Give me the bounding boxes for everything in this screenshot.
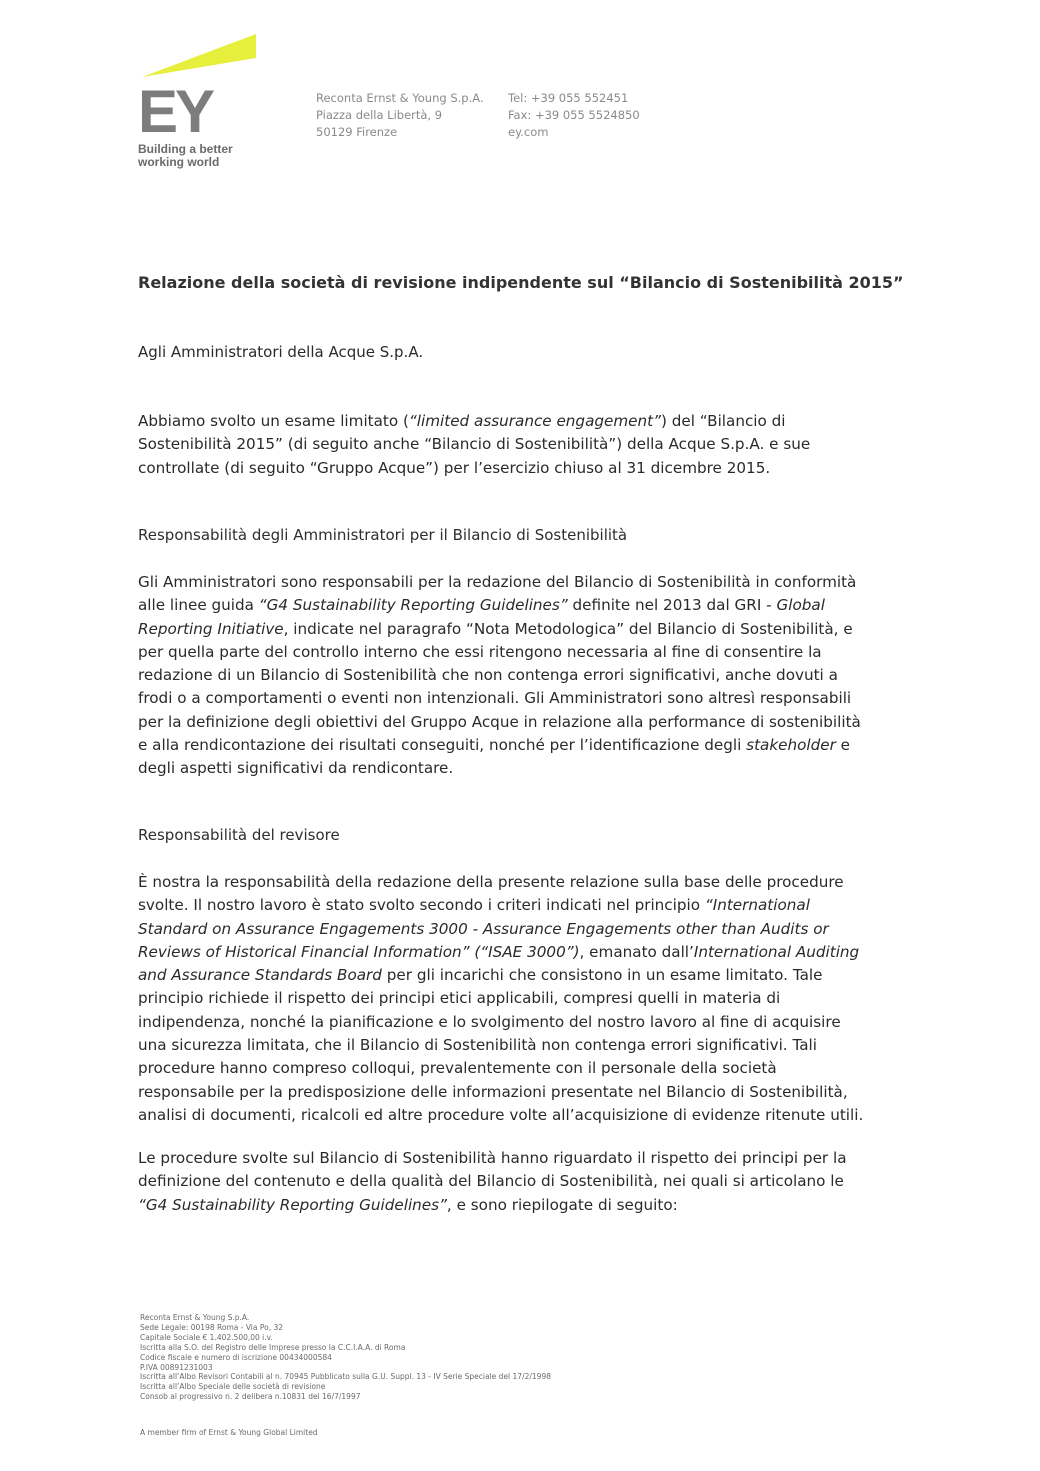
paragraph-line: and Assurance Standards Board per gli incarichi che consistono in un esame limitato. Tale — [138, 966, 823, 985]
italic-text: Global — [776, 596, 825, 615]
footer-line: Reconta Ernst & Young S.p.A. — [140, 1313, 250, 1322]
tagline-line-2: working world — [138, 155, 220, 169]
logo-tagline — [138, 143, 278, 169]
footer-line: Iscritta all’Albo Revisori Contabili al n. 70945 Pubblicato sulla G.U. Suppl. 13 - IV Serie Speciale del 17/2/1998 — [140, 1372, 551, 1382]
logo-mark-text: EY — [138, 78, 213, 144]
paragraph-line: frodi o a comportamenti o eventi non intenzionali. Gli Amministratori sono altresì responsabili — [138, 689, 852, 708]
footer-line: Capitale Sociale € 1.402.500,00 i.v. — [140, 1332, 273, 1342]
legal-footer — [140, 1313, 551, 1402]
directors-responsibility-paragraph — [138, 571, 960, 781]
italic-text: Reporting Initiative — [138, 619, 284, 638]
paragraph-line: degli aspetti significativi da rendicontare. — [138, 759, 454, 778]
header-address — [316, 90, 484, 141]
italic-text: “G4 Sustainability Reporting Guidelines” — [258, 596, 568, 615]
italic-text: “G4 Sustainability Reporting Guidelines” — [138, 1195, 447, 1214]
footer-line: Codice fiscale e numero di iscrizione 00434000584 — [140, 1352, 332, 1362]
paragraph-line — [138, 918, 960, 941]
paragraph-line: Gli Amministratori sono responsabili per la redazione del Bilancio di Sostenibilità in conformità — [138, 573, 857, 591]
fax: Fax: +39 055 5524850 — [508, 108, 640, 122]
paragraph-line: “G4 Sustainability Reporting Guidelines”, e sono riepilogate di seguito: — [138, 1195, 678, 1214]
italic-text: and Assurance Standards Board — [138, 966, 382, 985]
footer-line: Iscritta alla S.O. del Registro delle Imprese presso la C.C.I.A.A. di Roma — [140, 1342, 406, 1352]
paragraph-line: analisi di documenti, ricalcoli ed altre procedure volte all’acquisizione di evidenze ritenute utili. — [138, 1105, 864, 1124]
paragraph-line: Sostenibilità 2015” (di seguito anche “Bilancio di Sostenibilità”) della Acque S.p.A. e sue — [138, 435, 811, 454]
section-heading-directors: Responsabilità degli Amministratori per il Bilancio di Sostenibilità — [138, 526, 628, 544]
italic-text: “International — [704, 896, 810, 915]
italic-text: “limited assurance engagement” — [408, 412, 661, 430]
paragraph-line: Reporting Initiative, indicate nel paragrafo “Nota Metodologica” del Bilancio di Sostenibilità, e — [138, 619, 853, 638]
paragraph-line: definizione del contenuto e della qualità del Bilancio di Sostenibilità, nei quali si articolano le — [138, 1172, 844, 1191]
footer-line: P.IVA 00891231003 — [140, 1362, 213, 1372]
paragraph-line: Le procedure svolte sul Bilancio di Sostenibilità hanno riguardato il rispetto dei principi per la — [138, 1149, 847, 1167]
italic-text: stakeholder — [746, 736, 836, 755]
paragraph-line: controllate (di seguito “Gruppo Acque”) per l’esercizio chiuso al 31 dicembre 2015. — [138, 458, 771, 477]
ey-logo-mark — [138, 34, 260, 144]
paragraph-line: una sicurezza limitata, che il Bilancio di Sostenibilità non contenga errori significativi. Tali — [138, 1036, 817, 1055]
footer-line: Sede Legale: 00198 Roma - Via Po, 32 — [140, 1322, 284, 1332]
italic-text: Standard on Assurance Engagements 3000 - Assurance Engagements other than Audits or — [138, 919, 829, 938]
street-address: Piazza della Libertà, 9 — [316, 108, 443, 122]
paragraph-line: procedure hanno compreso colloqui, prevalentemente con il personale della società — [138, 1059, 777, 1078]
report-title: Relazione della società di revisione indipendente sul “Bilancio di Sostenibilità 2015” — [138, 273, 904, 292]
city: 50129 Firenze — [316, 125, 398, 139]
telephone: Tel: +39 055 552451 — [508, 91, 629, 105]
header-contacts — [508, 90, 640, 141]
auditor-responsibility-paragraph — [138, 871, 960, 1127]
addressee: Agli Amministratori della Acque S.p.A. — [138, 343, 424, 361]
italic-text: Reviews of Historical Financial Information” (“ISAE 3000”) — [138, 942, 580, 961]
paragraph-line: svolte. Il nostro lavoro è stato svolto secondo i criteri indicati nel principio “International — [138, 896, 810, 915]
paragraph-line: per quella parte del controllo interno che essi ritengono necessaria al fine di consentire la — [138, 642, 822, 661]
website: ey.com — [508, 125, 549, 139]
paragraph-line: redazione di un Bilancio di Sostenibilità che non contenga errori significativi, anche dovuti a — [138, 666, 838, 685]
tagline-line-1: Building a better — [138, 142, 233, 156]
paragraph-line: indipendenza, nonché la pianificazione e lo svolgimento del nostro lavoro al fine di acquisire — [138, 1012, 841, 1031]
paragraph-line: Reviews of Historical Financial Information” (“ISAE 3000”), emanato dall’International Auditing — [138, 942, 860, 961]
company-name: Reconta Ernst & Young S.p.A. — [316, 91, 484, 105]
member-firm-note: A member firm of Ernst & Young Global Limited — [140, 1428, 318, 1437]
paragraph-line: principio richiede il rispetto dei principi etici applicabili, compresi quelli in materia di — [138, 989, 781, 1008]
paragraph-line: responsabile per la predisposizione delle informazioni presentate nel Bilancio di Sostenibilità, — [138, 1082, 848, 1101]
procedures-paragraph — [138, 1147, 960, 1217]
section-heading-auditor: Responsabilità del revisore — [138, 826, 340, 844]
paragraph-line: Abbiamo svolto un esame limitato (“limited assurance engagement”) del “Bilancio di — [138, 412, 786, 430]
intro-paragraph — [138, 410, 960, 480]
paragraph-line: È nostra la responsabilità della redazione della presente relazione sulla base delle procedure — [138, 873, 844, 891]
paragraph-line: alle linee guida “G4 Sustainability Reporting Guidelines” definite nel 2013 dal GRI - Global — [138, 596, 825, 615]
logo-accent-beam — [142, 34, 256, 77]
footer-line: Iscritta all’Albo Speciale delle società di revisione — [140, 1382, 326, 1392]
italic-text: International Auditing — [693, 942, 860, 961]
paragraph-line: e alla rendicontazione dei risultati conseguiti, nonché per l’identificazione degli stakeholder e — [138, 736, 851, 755]
footer-line: Consob al progressivo n. 2 delibera n.10831 del 16/7/1997 — [140, 1392, 361, 1402]
paragraph-line: per la definizione degli obiettivi del Gruppo Acque in relazione alla performance di sostenibilità — [138, 712, 861, 731]
